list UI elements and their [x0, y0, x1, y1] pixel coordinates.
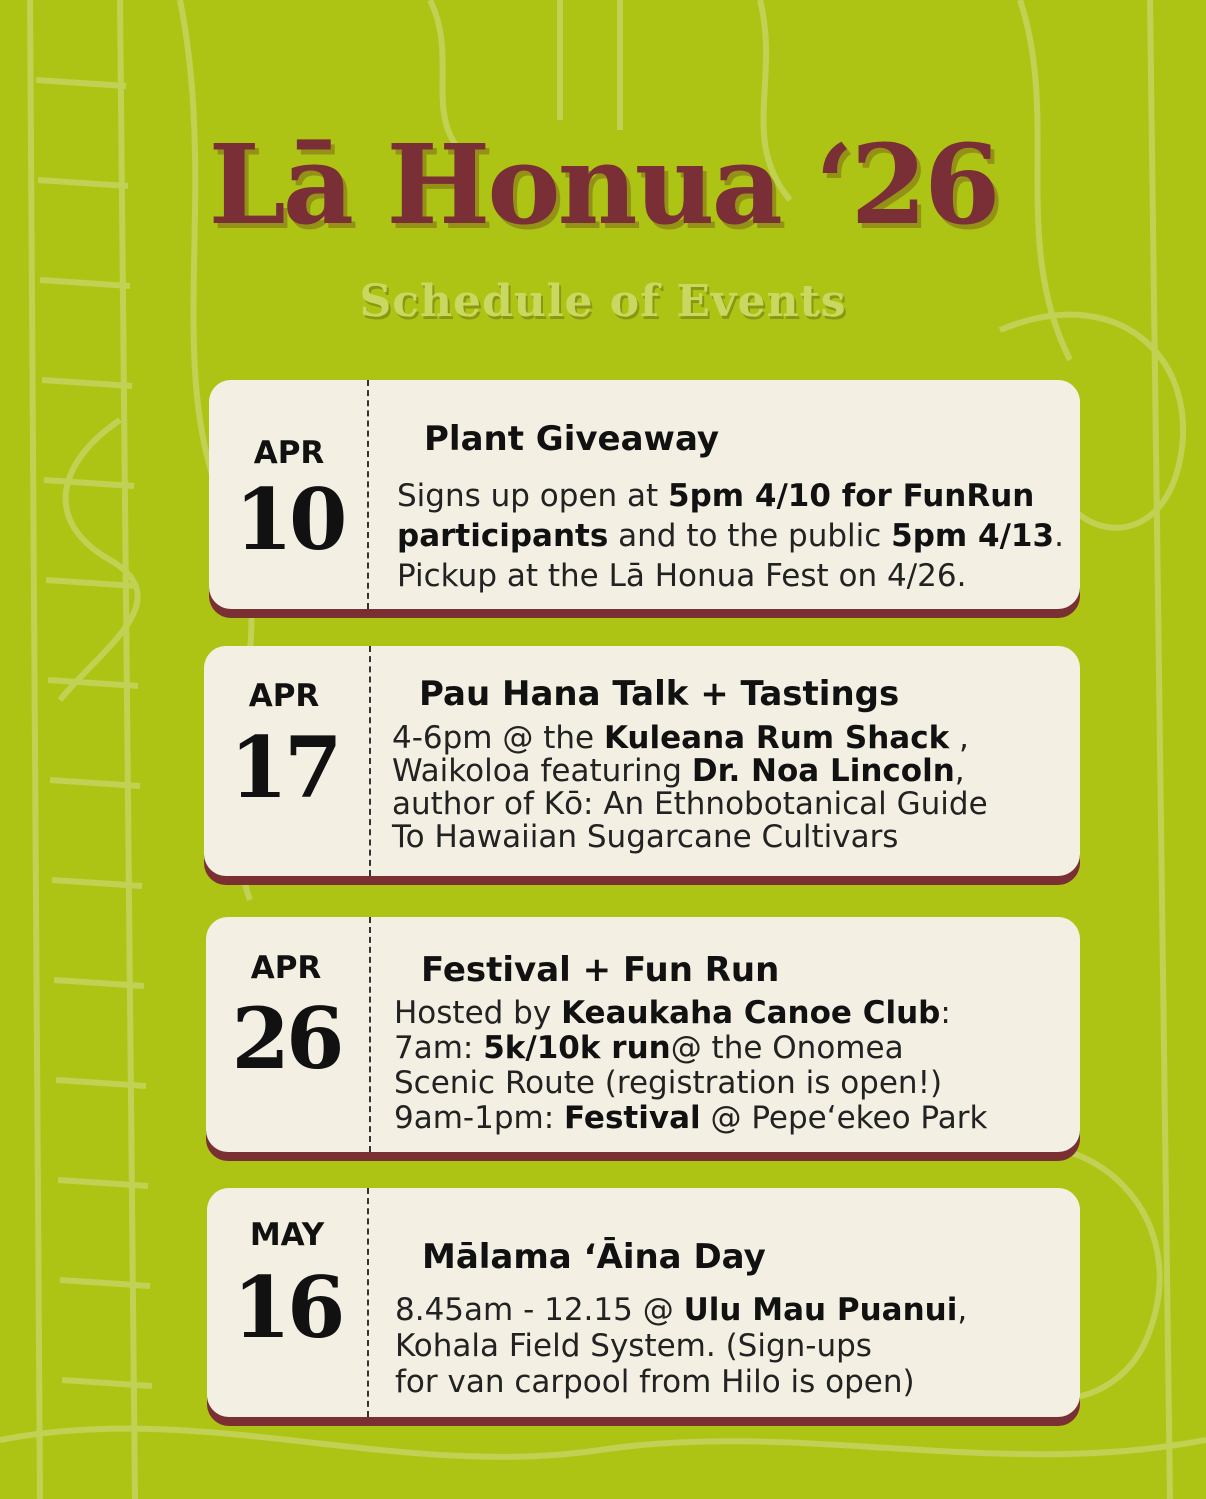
event-title: Festival + Fun Run: [421, 950, 780, 990]
event-day: 26: [231, 989, 341, 1088]
event-title: Plant Giveaway: [424, 419, 720, 459]
event-day: 10: [234, 470, 344, 569]
dashed-divider: [369, 917, 371, 1152]
page-title: Lā Honua ‘26: [208, 120, 998, 249]
event-description: Hosted by Keaukaha Canoe Club: 7am: 5k/10k run@ the Onomea Scenic Route (registration is open!) 9am-1pm: Festival @ Pepe‘ekeo Park: [394, 995, 988, 1136]
event-description: 4-6pm @ the Kuleana Rum Shack , Waikoloa featuring Dr. Noa Lincoln, author of Kō: An Ethnobotanical Guide To Hawaiian Sugarcane Cultivars: [392, 720, 988, 855]
event-title: Mālama ‘Āina Day: [422, 1237, 766, 1277]
dashed-divider: [367, 1188, 369, 1417]
event-month: APR: [253, 435, 325, 471]
event-month: APR: [250, 950, 322, 986]
event-card-may-16: [207, 1188, 1080, 1417]
event-title: Pau Hana Talk + Tastings: [419, 674, 900, 714]
dashed-divider: [367, 380, 369, 609]
event-card-apr-17: [204, 646, 1080, 876]
event-card-apr-26: [206, 917, 1080, 1152]
page-subtitle: Schedule of Events: [359, 276, 847, 327]
dashed-divider: [369, 646, 371, 876]
event-month: APR: [248, 678, 320, 714]
event-card-apr-10: [209, 380, 1080, 609]
event-description: Signs up open at 5pm 4/10 for FunRun participants and to the public 5pm 4/13. Pickup at the Lā Honua Fest on 4/26.: [397, 478, 1064, 594]
event-day: 17: [229, 718, 339, 817]
event-day: 16: [232, 1258, 342, 1357]
event-description: 8.45am - 12.15 @ Ulu Mau Puanui, Kohala Field System. (Sign-ups for van carpool from Hilo is open): [395, 1292, 968, 1400]
event-month: MAY: [249, 1217, 325, 1253]
